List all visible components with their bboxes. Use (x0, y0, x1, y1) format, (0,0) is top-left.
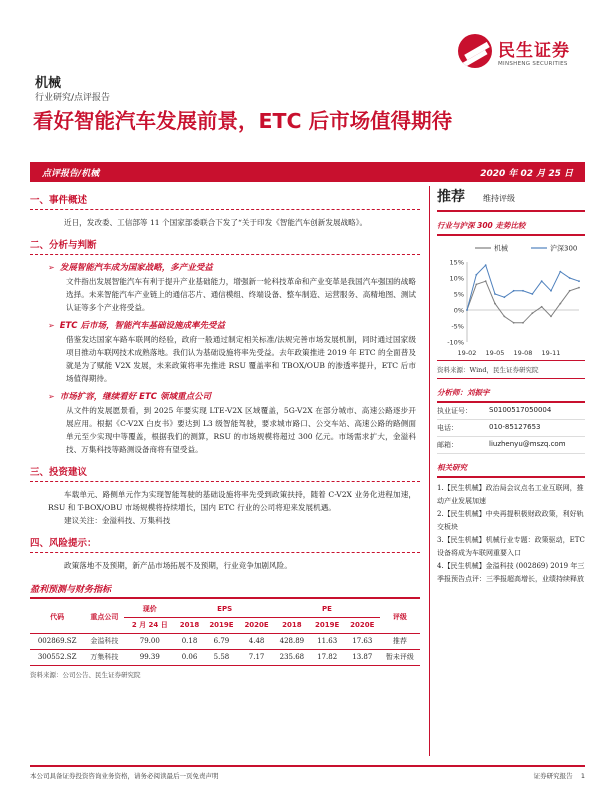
subheading: ➢ 市场扩容，继续看好 ETC 领域重点公司 (48, 392, 211, 402)
brand-logo (458, 34, 570, 68)
data-point (485, 280, 487, 282)
related-item: 2.【民生机械】中央再提积极财政政策，利好轨交板块 (437, 510, 584, 531)
data-point (550, 316, 552, 318)
section-text-event: 近日，发改委、工信部等 11 个国家部委联合下发了“关于印发《智能汽车创新发展战略》。 (64, 218, 368, 227)
data-point (494, 303, 496, 305)
footer-disclaimer: 本公司具备证券投资咨询业务资格，请务必阅读最后一页免责声明 (30, 772, 219, 780)
y-tick-label: -5% (451, 322, 464, 331)
table-row: 300552.SZ 万集科技 99.39 0.06 5.58 7.17 235.68 17.82 13.87 暂未评级 (30, 650, 420, 666)
section-heading-event: 一、事件概述 (30, 192, 420, 210)
data-point (550, 290, 552, 292)
arrow-icon: ➢ (48, 263, 55, 272)
col-year: 2020E (345, 618, 380, 634)
x-tick-label: 19-02 (457, 349, 477, 357)
report-title: 看好智能汽车发展前景，ETC 后市场值得期待 (33, 109, 453, 133)
trend-chart (437, 240, 585, 360)
col-company: 重点公司 (84, 602, 124, 634)
rating-value: 推荐 (437, 189, 465, 205)
data-point (569, 277, 571, 279)
rating-note: 维持评级 (483, 194, 515, 203)
data-point (531, 293, 533, 295)
col-eps: EPS (175, 602, 274, 618)
analyst-heading: 分析师：刘振宇 (437, 379, 585, 403)
y-tick-label: 10% (449, 274, 464, 283)
header-band (30, 162, 585, 182)
data-point (531, 312, 533, 314)
section-heading-analysis: 二、分析与判断 (30, 237, 420, 255)
section-text-advice: 车载单元、路侧单元作为实现智能驾驶的基础设施将率先受到政策扶持，随着 C-V2X 业务化进程加速，RSU 和 T-BOX/OBU 市场规模将持续增长，国内 ETC 行业的公司将迎来发展机遇。 (48, 490, 416, 512)
page-number: 1 (580, 772, 585, 780)
data-point (513, 322, 515, 324)
related-item: 4.【民生机械】金溢科技 (002869) 2019 年三季报预告点评：三季报超高增长，业绩持续释放 (437, 562, 585, 583)
data-point (466, 309, 468, 311)
data-point (503, 316, 505, 318)
legend-label: 机械 (494, 244, 508, 253)
arrow-icon: ➢ (48, 392, 55, 401)
brand-name-en: MINSHENG SECURITIES (498, 60, 568, 67)
subsection-text: 文件指出发展智能汽车有利于提升产业基础能力，增强新一轮科技革命和产业变革是我国汽车强国的战略选择。未来智能汽车产业链上的通信芯片、通信模组、终端设备、整车制造、运营服务、高精地图、测试认证等多个产业将受益。 (66, 277, 416, 312)
data-point (578, 287, 580, 289)
data-point (485, 264, 487, 266)
series-line (467, 281, 579, 323)
table-row: 002869.SZ 金溢科技 79.00 0.18 6.79 4.48 428.89 11.63 17.63 推荐 (30, 634, 420, 650)
subheading: ➢ 发展智能汽车成为国家战略，多产业受益 (48, 263, 213, 273)
data-point (559, 271, 561, 273)
y-tick-label: -10% (447, 338, 464, 347)
related-item: 1.【民生机械】政治局会议点名工业互联网，推动产业发展加速 (437, 484, 584, 505)
data-point (559, 303, 561, 305)
footer-label: 证券研究报告 (533, 772, 573, 780)
rating-block (437, 186, 585, 212)
section-text-risk: 政策落地不及预期，新产品市场拓展不及预期，行业竞争加剧风险。 (64, 561, 292, 570)
analyst-phone: 电话： 010-85127653 (437, 420, 585, 437)
subheading: ➢ ETC 后市场，智能汽车基础设施成率先受益 (48, 321, 226, 331)
data-point (578, 280, 580, 282)
analyst-license: 执业证号： S0100517050004 (437, 403, 585, 420)
y-tick-label: 0% (453, 306, 464, 315)
col-year: 2018 (274, 618, 309, 634)
table-title: 盈利预测与财务指标 (30, 582, 420, 599)
chart-heading: 行业与沪深 300 走势比较 (437, 212, 585, 236)
arrow-icon: ➢ (48, 321, 55, 330)
section-heading-risk: 四、风险提示： (30, 535, 420, 553)
y-tick-label: 15% (449, 258, 464, 267)
analyst-email: 邮箱： liuzhenyu@mszq.com (437, 437, 585, 454)
report-type: 行业研究/点评报告 (35, 93, 111, 103)
forecast-table (30, 602, 420, 666)
sector-label: 机械 (35, 76, 62, 91)
report-date: 2020 年 02 月 25 日 (480, 168, 573, 179)
data-point (522, 290, 524, 292)
data-point (513, 290, 515, 292)
trend-chart-svg (437, 240, 585, 360)
series-line (467, 265, 579, 310)
data-point (522, 322, 524, 324)
col-year: 2020E (239, 618, 274, 634)
data-point (494, 293, 496, 295)
data-point (475, 284, 477, 286)
x-tick-label: 19-08 (513, 349, 533, 357)
data-point (541, 306, 543, 308)
legend-label: 沪深300 (550, 244, 578, 253)
x-tick-label: 19-05 (485, 349, 505, 357)
brand-name-cn: 民生证券 (498, 40, 570, 61)
col-year: 2018 (175, 618, 204, 634)
section-heading-advice: 三、投资建议 (30, 464, 420, 482)
related-item: 3.【民生机械】机械行业专题：政策驱动，ETC 设备将成为车联网重要入口 (437, 536, 585, 557)
related-list (437, 482, 585, 586)
col-pe: PE (274, 602, 380, 618)
band-category: 点评报告/机械 (42, 168, 100, 179)
subsection-text: 借鉴发达国家车路车联网的经验，政府一般通过制定相关标准/法规完善市场发展机制，同时通过国家级项目推动车联网技术成熟落地。我们认为基础设施将率先受益。去年政策推进 2019 年 ETC 的全面普及就是为了赋能 V2X 发展，未来政策将率先推进 RSU 覆盖率和 TBOX/OUB 的渗透率提升，ETC 后市场值得期待。 (66, 335, 416, 383)
col-year: 2019E (310, 618, 345, 634)
col-code: 代码 (30, 602, 84, 634)
side-column (437, 186, 585, 586)
chart-source: 资料来源：Wind，民生证券研究院 (437, 360, 585, 379)
related-heading: 相关研究 (437, 454, 585, 478)
logo-mark-icon (458, 34, 492, 68)
col-price: 现价 (124, 602, 175, 618)
y-tick-label: 5% (453, 290, 464, 299)
table-source: 资料来源：公司公告、民生证券研究院 (30, 671, 141, 679)
data-point (569, 290, 571, 292)
data-point (475, 274, 477, 276)
page-footer (30, 765, 585, 780)
advice-stocks: 建议关注：金溢科技、万集科技 (64, 516, 171, 525)
main-column (30, 190, 420, 679)
x-tick-label: 19-11 (541, 349, 561, 357)
column-divider (429, 186, 430, 756)
col-year: 2019E (204, 618, 239, 634)
col-price-date: 2 月 24 日 (124, 618, 175, 634)
col-rating: 评级 (380, 602, 420, 634)
data-point (503, 296, 505, 298)
data-point (541, 280, 543, 282)
subsection-text: 从文件的发展愿景看，到 2025 年要实现 LTE-V2X 区域覆盖，5G-V2X 在部分城市、高速公路逐步开展应用。根据《C-V2X 白皮书》要达到 L3 级智能驾驶，要求城市路口、公交车站、高速公路的路侧面单元至少实现中等覆盖，根据我们的测算，RSU 的市场规模将超过 300 亿元。市场需求扩大，金溢科技、万集科技等路测设备商将有望受益。 (66, 406, 416, 454)
